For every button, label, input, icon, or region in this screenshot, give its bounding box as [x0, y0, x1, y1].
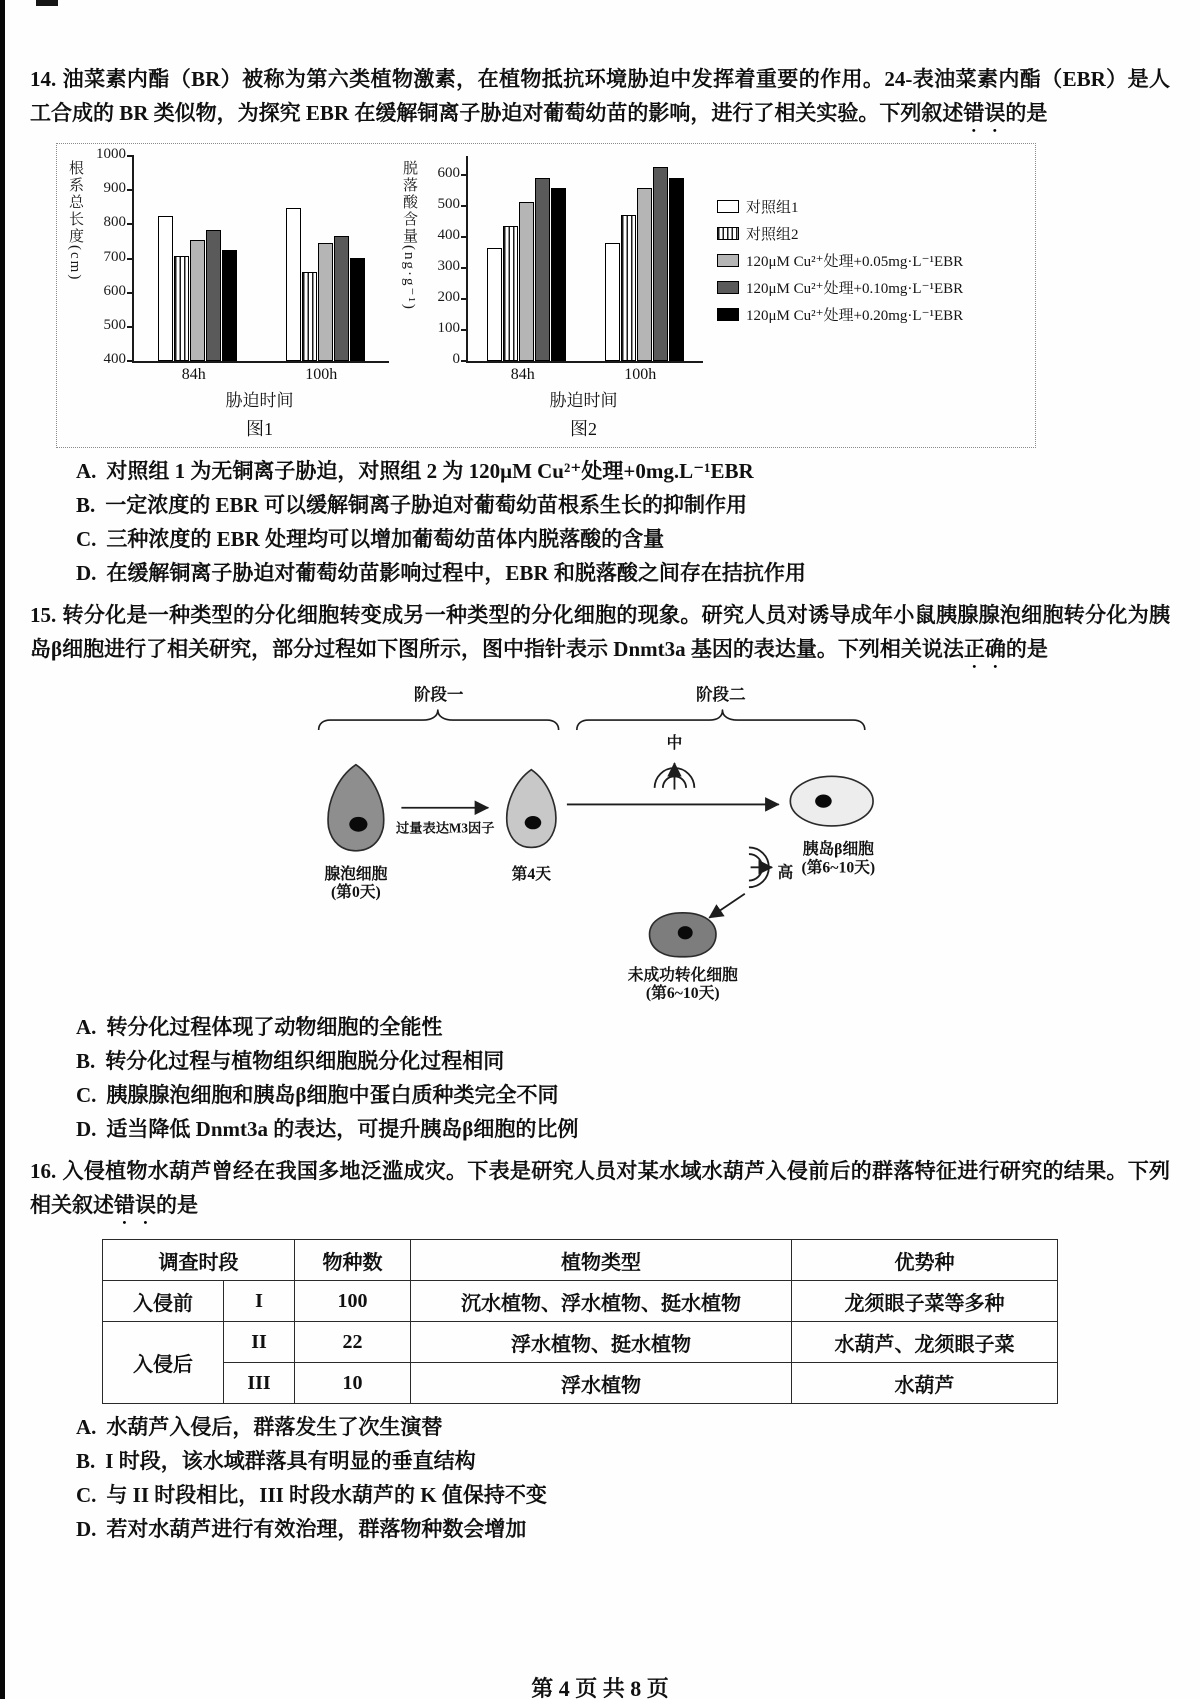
y-tick-label: 600 [437, 164, 460, 181]
acinar-cell-sublabel: (第0天) [330, 884, 381, 902]
table-cell-stage: II [224, 1322, 295, 1363]
stage1-label: 阶段一 [413, 685, 464, 705]
table-cell-period: 入侵后 [103, 1322, 224, 1404]
acinar-cell-label: 腺泡细胞 [324, 865, 388, 883]
table-row [103, 1322, 1058, 1363]
table-cell-types: 沉水植物、浮水植物、挺水植物 [411, 1281, 792, 1322]
stem-text: 的是 [156, 1193, 198, 1217]
q16-option-d [76, 1512, 1170, 1546]
y-tick-mark [461, 236, 468, 238]
chart-legend [717, 190, 963, 331]
option-letter: B. [76, 1449, 96, 1473]
legend-series-name: 对照组1 [746, 200, 799, 216]
bar-group [605, 167, 684, 361]
legend-item [717, 250, 963, 271]
bar [653, 167, 668, 361]
y-tick-mark [127, 326, 134, 328]
day4-cell-shape [507, 770, 556, 848]
table-cell-count: 100 [295, 1281, 411, 1322]
y-tick-label: 500 [437, 195, 460, 212]
q14-options [76, 454, 1170, 590]
q15-options [76, 1010, 1170, 1146]
y-tick-label: 600 [103, 282, 126, 299]
bar-chart-figure-1 [65, 146, 389, 441]
failed-cell-label: 未成功转化细胞 [627, 966, 738, 984]
y-tick-mark [127, 189, 134, 191]
bar [190, 240, 205, 361]
bar [206, 230, 221, 361]
option-letter: B. [76, 493, 96, 517]
bar-group [487, 178, 566, 361]
y-tick-label: 0 [452, 351, 460, 367]
header-species-count: 物种数 [295, 1240, 411, 1281]
header-dominant-species: 优势种 [792, 1240, 1058, 1281]
stem-emphasis: 错误 [963, 101, 1006, 125]
y-tick-label: 800 [103, 214, 126, 231]
stage2-label: 阶段二 [696, 685, 746, 705]
option-text: 一定浓度的 EBR 可以缓解铜离子胁迫对葡萄幼苗根系生长的抑制作用 [105, 493, 747, 517]
x-axis-label: 胁迫时间 [225, 391, 294, 410]
bar [318, 243, 333, 361]
y-tick-label: 100 [437, 319, 460, 336]
stem-text: 油菜素内酯（BR）被称为第六类植物激素，在植物抵抗环境胁迫中发挥着重要的作用。24-表油菜素内酯（EBR）是人工合成的 BR 类似物，为探究 EBR 在缓解铜离子胁迫对葡萄幼苗的影响，进行了相关实验。下列叙述 [30, 67, 1170, 125]
y-tick-mark [461, 298, 468, 300]
q14-option-a [76, 454, 1170, 488]
x-axis-label: 胁迫时间 [549, 391, 618, 410]
arrow1-label: 过量表达M3因子 [395, 820, 495, 836]
question-16 [30, 1154, 1170, 1546]
bar [621, 215, 636, 361]
option-text: 转分化过程与植物组织细胞脱分化过程相同 [105, 1049, 505, 1073]
y-tick-mark [461, 360, 468, 362]
cell-nucleus [815, 795, 832, 808]
stem-emphasis: 正确 [963, 637, 1006, 661]
x-tick-label: 84h [181, 366, 206, 383]
legend-series-name: 对照组2 [746, 227, 799, 243]
x-tick-row [466, 366, 701, 384]
figure-caption: 图1 [246, 419, 273, 439]
q14-option-b [76, 488, 1170, 522]
header-survey-period: 调查时段 [103, 1240, 295, 1281]
y-tick-mark [127, 258, 134, 260]
y-tick-mark [461, 174, 468, 176]
stage2-brace [577, 710, 865, 730]
option-letter: D. [76, 1117, 97, 1141]
cell-nucleus [678, 926, 693, 939]
acinar-cell-shape [328, 765, 384, 851]
question-number: 15. [30, 603, 57, 627]
bar [669, 178, 684, 361]
q15-option-b [76, 1044, 1170, 1078]
y-tick-mark [461, 329, 468, 331]
legend-swatch [717, 227, 739, 240]
table-cell-types: 浮水植物 [411, 1363, 792, 1404]
y-tick-label: 300 [437, 257, 460, 274]
option-letter: C. [76, 527, 97, 551]
legend-series-name: 120μM Cu²⁺处理+0.10mg·L⁻¹EBR [746, 281, 964, 297]
legend-swatch [717, 254, 739, 267]
option-letter: C. [76, 1083, 97, 1107]
bar [503, 226, 518, 361]
option-text: 三种浓度的 EBR 处理均可以增加葡萄幼苗体内脱落酸的含量 [106, 527, 665, 551]
table-header-row [103, 1240, 1058, 1281]
legend-swatch [717, 308, 739, 321]
option-text: 适当降低 Dnmt3a 的表达，可提升胰岛β细胞的比例 [106, 1117, 579, 1141]
bar [637, 188, 652, 361]
bar [487, 248, 502, 361]
bar [222, 250, 237, 361]
option-letter: C. [76, 1483, 97, 1507]
question-number: 14. [30, 67, 57, 91]
y-tick-mark [127, 292, 134, 294]
bar-group [286, 208, 365, 361]
question-14-stem [30, 62, 1170, 137]
table-row [103, 1363, 1058, 1404]
option-letter: B. [76, 1049, 96, 1073]
table-cell-dominant: 水葫芦 [792, 1363, 1058, 1404]
stem-emphasis: 错误 [114, 1193, 156, 1217]
legend-series-name: 120μM Cu²⁺处理+0.20mg·L⁻¹EBR [746, 308, 964, 324]
day4-cell-label: 第4天 [511, 865, 551, 883]
cell-nucleus [349, 817, 367, 832]
stem-text: 入侵植物水葫芦曾经在我国多地泛滥成灾。下表是研究人员对某水域水葫芦入侵前后的群落特征进行研究的结果。下列相关叙述 [30, 1159, 1170, 1217]
bar [605, 243, 620, 361]
cell-nucleus [525, 816, 542, 829]
table-cell-types: 浮水植物、挺水植物 [411, 1322, 792, 1363]
option-letter: A. [76, 459, 97, 483]
stem-text: 的是 [1005, 637, 1048, 661]
q16-option-a [76, 1410, 1170, 1444]
legend-swatch [717, 200, 739, 213]
q16-option-b [76, 1444, 1170, 1478]
page-footer: 第 4 页 共 8 页 [531, 1676, 669, 1699]
legend-item [717, 223, 963, 244]
stage1-brace [319, 710, 559, 730]
x-tick-row [132, 366, 387, 384]
chart-column [96, 146, 389, 441]
legend-item [717, 304, 963, 325]
bar [350, 258, 365, 361]
legend-swatch [717, 281, 739, 294]
table-cell-dominant: 龙须眼子菜等多种 [792, 1281, 1058, 1322]
q14-option-d [76, 556, 1170, 590]
option-text: 对照组 1 为无铜离子胁迫，对照组 2 为 120μM Cu²⁺处理+0mg.L⁻¹EBR [106, 459, 754, 483]
y-tick-label: 400 [437, 226, 460, 243]
legend-series-name: 120μM Cu²⁺处理+0.05mg·L⁻¹EBR [746, 254, 964, 270]
q14-figure [56, 143, 1036, 448]
q16-options [76, 1410, 1170, 1546]
plot-area [437, 156, 703, 367]
option-text: 转分化过程体现了动物细胞的全能性 [106, 1015, 443, 1039]
option-text: 在缓解铜离子胁迫对葡萄幼苗影响过程中，EBR 和脱落酸之间存在拮抗作用 [106, 561, 806, 585]
legend-item [717, 196, 963, 217]
bar [535, 178, 550, 361]
bar [302, 272, 317, 361]
y-tick-label: 400 [103, 351, 126, 367]
table-cell-period: 入侵前 [103, 1281, 224, 1322]
question-15 [30, 598, 1170, 1146]
scan-edge-artifact [0, 0, 5, 1699]
y-tick-mark [461, 267, 468, 269]
gauge-mid-label: 中 [666, 735, 683, 753]
q14-option-c [76, 522, 1170, 556]
y-tick-mark [127, 223, 134, 225]
option-letter: D. [76, 1517, 97, 1541]
bar-group [158, 216, 237, 361]
plot-area [96, 146, 389, 367]
stem-text: 的是 [1005, 101, 1048, 125]
table-row [103, 1281, 1058, 1322]
arrow-to-failed-cell [709, 894, 745, 918]
bar [286, 208, 301, 361]
table-cell-stage: III [224, 1363, 295, 1404]
scan-corner-artifact [36, 0, 58, 6]
q15-option-c [76, 1078, 1170, 1112]
y-axis-label: 根系总长度(cm) [67, 160, 83, 282]
y-tick-mark [461, 205, 468, 207]
header-plant-types: 植物类型 [411, 1240, 792, 1281]
option-text: 若对水葫芦进行有效治理，群落物种数会增加 [106, 1517, 527, 1541]
y-tick-mark [127, 360, 134, 362]
q16-community-table [102, 1239, 1058, 1404]
q15-option-d [76, 1112, 1170, 1146]
x-tick-label: 100h [305, 366, 338, 383]
legend-item [717, 277, 963, 298]
figure-caption: 图2 [570, 419, 597, 439]
y-tick-mark [127, 155, 134, 157]
failed-cell-sublabel: (第6~10天) [645, 985, 720, 1003]
beta-cell-sublabel: (第6~10天) [801, 859, 876, 877]
option-text: 与 II 时段相比，III 时段水葫芦的 K 值保持不变 [106, 1483, 547, 1507]
table-cell-dominant: 水葫芦、龙须眼子菜 [792, 1322, 1058, 1363]
stem-text: 转分化是一种类型的分化细胞转变成另一种类型的分化细胞的现象。研究人员对诱导成年小鼠胰腺腺泡细胞转分化为胰岛β细胞进行了相关研究，部分过程如下图所示，图中指针表示 Dnmt3a 基因的表达量。下列相关说法 [30, 603, 1170, 661]
bar [174, 256, 189, 361]
option-text: 胰腺腺泡细胞和胰岛β细胞中蛋白质种类完全不同 [106, 1083, 559, 1107]
table-cell-count: 10 [295, 1363, 411, 1404]
option-letter: A. [76, 1015, 97, 1039]
gauge-high-label: 高 [777, 864, 794, 882]
option-letter: A. [76, 1415, 97, 1439]
bar [158, 216, 173, 361]
table-cell-count: 22 [295, 1322, 411, 1363]
option-text: I 时段，该水域群落具有明显的垂直结构 [105, 1449, 476, 1473]
y-tick-label: 200 [437, 288, 460, 305]
question-16-stem [30, 1154, 1170, 1229]
chart-column [437, 156, 703, 441]
x-tick-label: 84h [510, 366, 535, 383]
bar [334, 236, 349, 361]
question-15-stem [30, 598, 1170, 673]
question-14 [30, 62, 1170, 590]
beta-cell-label: 胰岛β细胞 [802, 841, 874, 859]
question-number: 16. [30, 1159, 57, 1183]
table-cell-stage: I [224, 1281, 295, 1322]
option-text: 水葫芦入侵后，群落发生了次生演替 [106, 1415, 443, 1439]
y-axis-label: 脱落酸含量(ng·g⁻¹) [401, 160, 417, 311]
y-tick-label: 1000 [96, 146, 126, 162]
q15-option-a [76, 1010, 1170, 1044]
q15-transdifferentiation-diagram [285, 677, 915, 1008]
bar-chart-figure-2 [399, 156, 703, 441]
bar [551, 188, 566, 361]
y-tick-label: 500 [103, 316, 126, 333]
bar [519, 202, 534, 362]
option-letter: D. [76, 561, 97, 585]
q16-option-c [76, 1478, 1170, 1512]
x-tick-label: 100h [624, 366, 657, 383]
y-tick-label: 900 [103, 180, 126, 197]
y-tick-label: 700 [103, 248, 126, 265]
